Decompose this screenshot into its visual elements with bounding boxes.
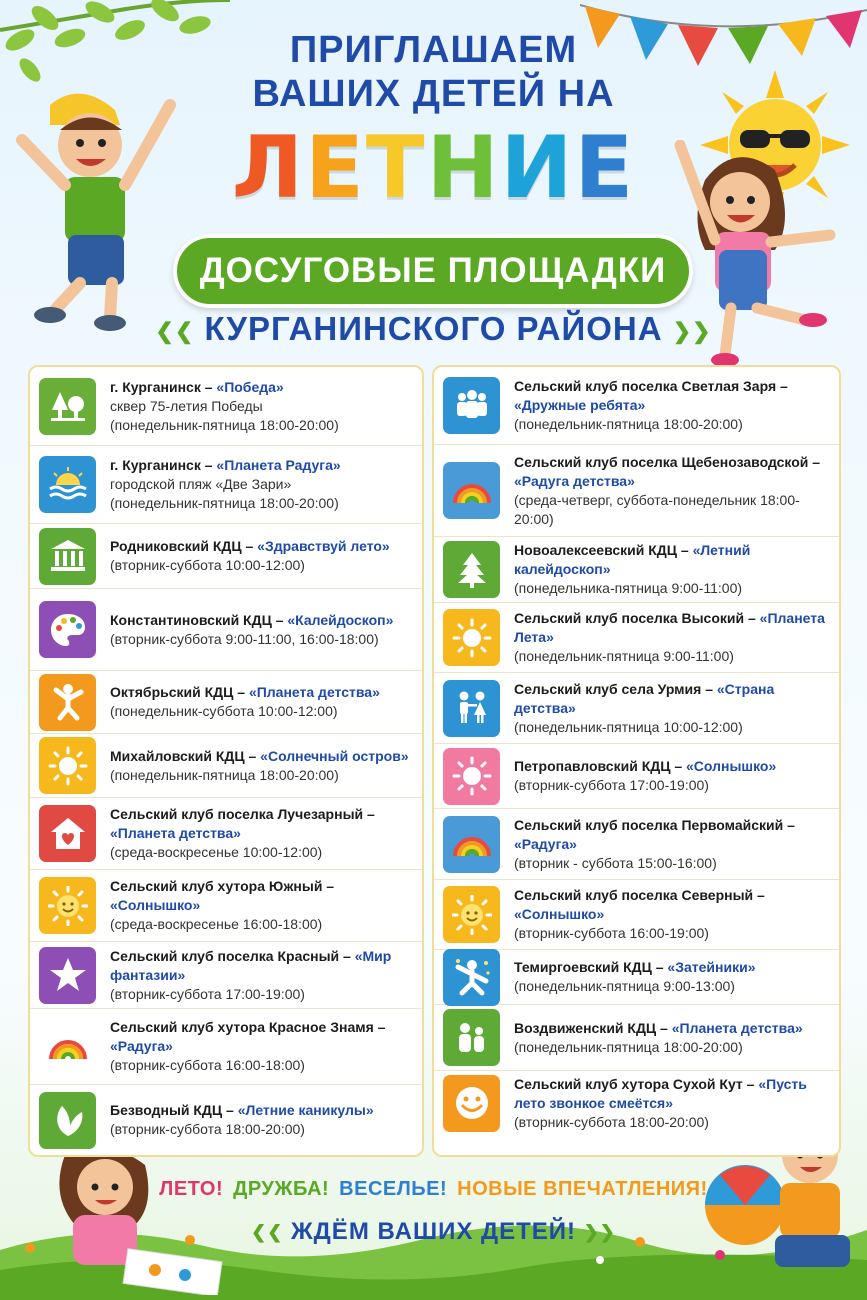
venue-text [514, 453, 833, 529]
sun-icon [39, 737, 96, 794]
venue-program-name: «Радуга» [110, 1038, 173, 1054]
venue-item [30, 798, 422, 870]
venue-place: Сельский клуб поселка Высокий – [514, 610, 760, 626]
venue-place: Темиргоевский КДЦ – [514, 959, 668, 975]
venue-program-name: «Солнышко» [110, 897, 201, 913]
title-big-word [0, 118, 867, 218]
venue-text [514, 958, 755, 996]
venue-program-name: «Планета Лета» [514, 610, 825, 645]
title-line-3 [0, 310, 867, 348]
venue-schedule: (понедельник-пятница 18:00-20:00) [110, 416, 339, 433]
venue-text [514, 541, 833, 598]
venue-item [30, 870, 422, 942]
venue-item [30, 589, 422, 671]
title-line-2: ВАШИХ ДЕТЕЙ НА [252, 73, 615, 115]
venue-schedule: (понедельник-пятница 9:00-13:00) [514, 978, 735, 994]
slogan-word: ЛЕТО! [159, 1178, 224, 1200]
venue-schedule: (вторник-суббота 17:00-19:00) [514, 777, 709, 793]
venue-location: городской пляж «Две Зари» [110, 476, 292, 492]
palette-icon [39, 601, 96, 658]
venue-item [30, 367, 422, 446]
venue-program-name: «Пусть лето звонкое смеётся» [514, 1075, 807, 1111]
venue-place: Константиновский КДЦ – [110, 611, 288, 628]
slogan-line [0, 1178, 867, 1201]
venue-text [514, 816, 833, 873]
venue-item [434, 809, 839, 880]
venue-schedule: (понедельник-суббота 10:00-12:00) [110, 703, 338, 719]
venues-list-left [28, 365, 424, 1157]
venue-schedule: (вторник-суббота 16:00-19:00) [514, 925, 709, 941]
venue-item [434, 744, 839, 809]
venue-place: Сельский клуб поселка Светлая Заря – [514, 378, 788, 394]
venue-item [30, 1009, 422, 1085]
tree-icon [443, 541, 500, 598]
venue-schedule: (вторник - суббота 15:00-16:00) [514, 854, 717, 871]
venue-item [434, 1005, 839, 1071]
venue-program-name: «Победа» [216, 378, 284, 395]
venue-text [514, 886, 833, 943]
venue-schedule: (вторник-суббота 9:00-11:00, 16:00-18:00) [110, 630, 379, 647]
venue-schedule: (вторник-суббота 17:00-19:00) [110, 985, 305, 1002]
park-trees-icon [39, 378, 96, 435]
sprig-right-icon: ❯❯ [583, 1222, 616, 1243]
venue-place: Родниковский КДЦ – [110, 538, 258, 554]
venue-schedule: (понедельник-пятница 18:00-20:00) [110, 495, 339, 511]
footer-text: ЖДЁМ ВАШИХ ДЕТЕЙ! [290, 1218, 577, 1245]
house-heart-icon [39, 805, 96, 862]
venue-place: Октябрьский КДЦ – [110, 684, 249, 700]
venue-program-name: «Планета детства» [671, 1019, 803, 1036]
venue-program-name: «Затейники» [667, 959, 756, 975]
venue-place: Сельский клуб села Урмия – [514, 680, 717, 697]
venue-schedule: (понедельника-пятница 9:00-11:00) [514, 580, 743, 596]
star-icon [39, 947, 96, 1004]
venue-schedule: (вторник-суббота 10:00-12:00) [110, 557, 305, 573]
venue-item [434, 673, 839, 744]
venue-schedule: (понедельник-пятница 18:00-20:00) [110, 766, 339, 783]
smiling-sun-icon [39, 877, 96, 934]
venue-program-name: «Солнышко» [514, 906, 605, 922]
big-letter: Т [365, 118, 427, 218]
venue-place: г. Курганинск – [110, 378, 217, 395]
footer-call [0, 1218, 867, 1246]
title-line-1: ПРИГЛАШАЕМ [289, 29, 578, 71]
rainbow-icon [39, 1018, 96, 1075]
rainbow-icon [443, 462, 500, 519]
venue-location: сквер 75-летия Победы [110, 397, 263, 414]
venue-program-name: «Здравствуй лето» [257, 538, 390, 554]
title-banner: ДОСУГОВЫЕ ПЛОЩАДКИ [173, 234, 693, 308]
venue-text [514, 1075, 833, 1132]
venue-program-name: «Солнышко» [686, 758, 777, 774]
venues-list-right [432, 365, 841, 1157]
venue-text [110, 1101, 374, 1139]
venue-place: Сельский клуб поселка Северный – [514, 887, 765, 903]
sunset-sea-icon [39, 456, 96, 513]
venue-text [110, 947, 416, 1004]
venue-text [514, 609, 833, 666]
venue-program-name: «Планета Радуга» [216, 457, 341, 473]
venue-text [514, 1019, 803, 1057]
venue-schedule: (среда-четверг, суббота-понедельник 18:00-20:00) [514, 491, 800, 527]
venue-place: Сельский клуб поселка Щебенозаводской – [514, 453, 821, 470]
venue-program-name: «Радуга» [514, 835, 577, 852]
group-people-icon [443, 377, 500, 434]
jumping-child-icon [39, 674, 96, 731]
venue-place: Михайловский КДЦ – [110, 747, 261, 764]
venue-program-name: «Калейдоскоп» [287, 611, 394, 628]
venue-schedule: (понедельник-пятница 10:00-12:00) [514, 718, 743, 735]
venue-place: Сельский клуб поселка Лучезарный – [110, 806, 375, 822]
venue-schedule: (вторник-суббота 18:00-20:00) [110, 1121, 305, 1137]
venue-place: Воздвиженский КДЦ – [514, 1019, 672, 1036]
big-letter: Л [231, 118, 306, 218]
venue-place: Сельский клуб поселка Красный – [110, 947, 355, 964]
venue-text [110, 805, 416, 862]
title-line-3-text: КУРГАНИНСКОГО РАЙОНА [204, 310, 663, 347]
venue-place: Сельский клуб хутора Южный – [110, 878, 335, 894]
big-letter: Н [426, 118, 501, 218]
venue-item [434, 445, 839, 537]
rainbow-icon [443, 816, 500, 873]
slogan-word: ДРУЖБА! [233, 1178, 330, 1200]
venue-item [434, 880, 839, 950]
poster-header [0, 28, 867, 218]
big-letter: И [500, 118, 575, 218]
venue-item [434, 1071, 839, 1135]
sprig-right-icon: ❯❯ [672, 318, 712, 344]
venue-program-name: «Летние каникулы» [237, 1102, 374, 1118]
venue-place: Петропавловский КДЦ – [514, 758, 687, 774]
venue-text [110, 1018, 416, 1075]
venue-item [434, 950, 839, 1005]
venue-text [110, 683, 380, 721]
sprig-left-icon: ❮❮ [251, 1222, 284, 1243]
venue-item [30, 734, 422, 798]
leaves-icon [39, 1092, 96, 1149]
venue-item [434, 603, 839, 673]
pink-sun-icon [443, 748, 500, 805]
venue-schedule: (вторник-суббота 18:00-20:00) [514, 1113, 709, 1130]
venue-program-name: «Мир фантазии» [110, 947, 392, 983]
big-letter: Е [305, 118, 366, 218]
venue-item [30, 942, 422, 1009]
smiling-sun-icon [443, 886, 500, 943]
venue-place: Новоалексеевский КДЦ – [514, 542, 693, 558]
venue-place: Сельский клуб хутора Сухой Кут – [514, 1075, 759, 1092]
two-children-icon [443, 680, 500, 737]
venue-schedule: (понедельник-пятница 9:00-11:00) [514, 648, 734, 664]
venue-item [30, 446, 422, 524]
venue-text [514, 377, 833, 434]
venue-place: г. Курганинск – [110, 457, 217, 473]
venue-item [434, 367, 839, 445]
venue-place: Безводный КДЦ – [110, 1102, 238, 1118]
venue-program-name: «Планета детства» [248, 684, 380, 700]
venue-text [514, 680, 833, 737]
venue-text [110, 537, 390, 575]
venue-schedule: (понедельник-пятница 18:00-20:00) [514, 416, 743, 432]
venue-text [110, 378, 339, 435]
venue-item [30, 671, 422, 734]
venue-schedule: (вторник-суббота 16:00-18:00) [110, 1057, 305, 1073]
venue-program-name: «Дружные ребята» [514, 397, 646, 413]
venue-text [110, 456, 341, 513]
big-letter: Е [574, 118, 636, 218]
venue-place: Сельский клуб поселка Первомайский – [514, 816, 795, 833]
venue-item [434, 537, 839, 603]
venue-program-name: «Страна детства» [514, 680, 775, 716]
slogan-word: ВЕСЕЛЬЕ! [339, 1178, 448, 1200]
venue-program-name: «Летний калейдоскоп» [514, 542, 751, 577]
venue-text [110, 747, 409, 785]
smiley-face-icon [443, 1075, 500, 1132]
two-kids-icon [443, 1009, 500, 1066]
venue-schedule: (среда-воскресенье 16:00-18:00) [110, 916, 323, 932]
venue-text [110, 611, 393, 649]
venue-place: Сельский клуб хутора Красное Знамя – [110, 1019, 386, 1035]
venue-text [110, 877, 416, 934]
venue-schedule: (среда-воскресенье 10:00-12:00) [110, 844, 323, 860]
venue-item [30, 524, 422, 589]
museum-building-icon [39, 528, 96, 585]
venue-text [514, 757, 776, 795]
slogan-word: НОВЫЕ ВПЕЧАТЛЕНИЯ! [457, 1178, 708, 1200]
venue-item [30, 1085, 422, 1155]
venue-program-name: «Планета детства» [110, 825, 241, 841]
venue-program-name: «Солнечный остров» [260, 747, 409, 764]
venue-schedule: (понедельник-пятница 18:00-20:00) [514, 1038, 743, 1055]
sun-icon [443, 609, 500, 666]
sprig-left-icon: ❮❮ [155, 318, 195, 344]
venue-program-name: «Радуга детства» [514, 472, 635, 489]
dancing-child-icon [443, 949, 500, 1006]
